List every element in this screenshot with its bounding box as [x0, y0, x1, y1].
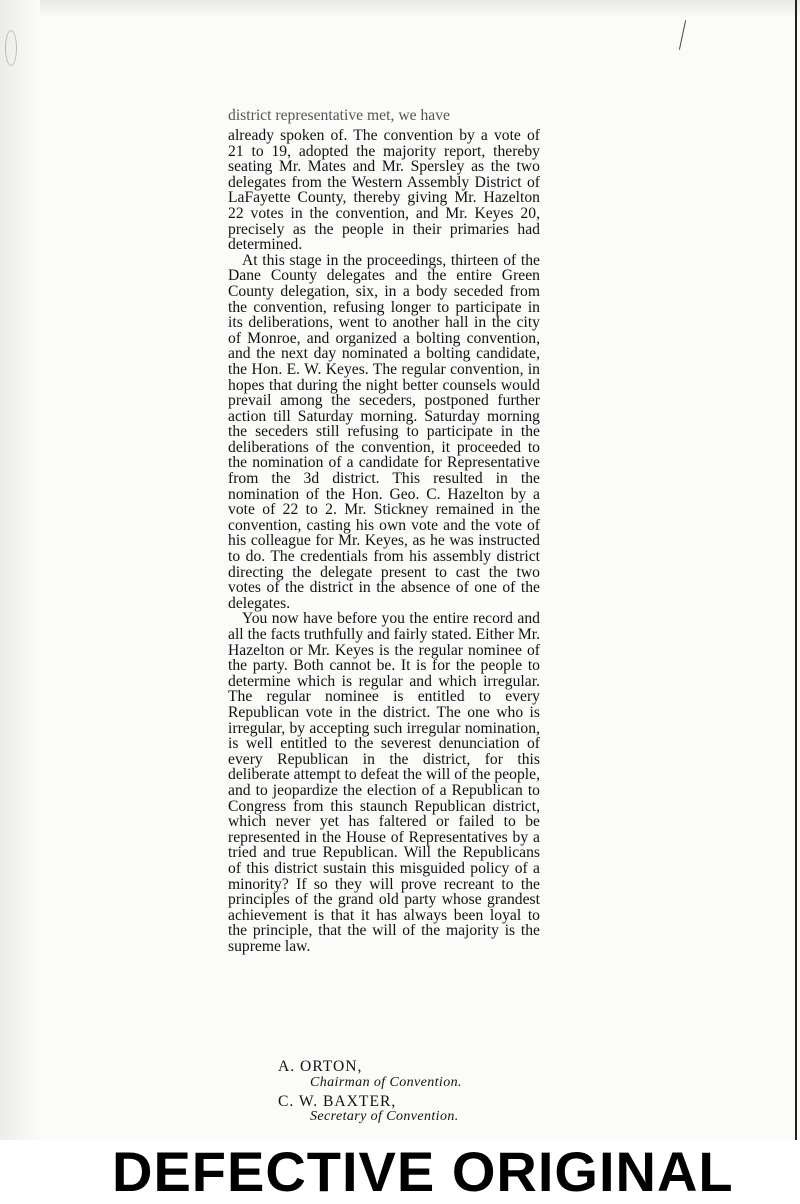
chairman-name: A. ORTON,	[278, 1058, 363, 1075]
chairman-title: Chairman of Convention.	[310, 1075, 462, 1090]
paragraph-2: At this stage in the proceedings, thirteen of the Dane County delegates and the entire Green County delegation, six, in a body seceded from the convention, refusing longer to participate in its deliberations, went to another hall in the city of Monroe, and organized a bolting convention, and the next day nominated a bolting candidate, the Hon. E. W. Keyes. The regular convention, in hopes that during the night better counsels would prevail among the seceders, postponed further action till Saturday morning. Saturday morning the seceders still refusing to participate in the deliberations of the convention, it proceeded to the nomination of a candidate for Representative from the 3d district. This resulted in the nomination of the Hon. Geo. C. Hazelton by a vote of 22 to 2. Mr. Stickney remained in the convention, casting his own vote and the vote of his colleague for Mr. Keyes, as he was instructed to do. The credentials from his assembly district directing the delegate present to cast the two votes of the district in the absence of one of the delegates.	[228, 251, 540, 612]
page-top-edge	[0, 0, 800, 18]
secretary-title: Secretary of Convention.	[310, 1109, 459, 1124]
column-rule-right	[795, 0, 797, 1140]
pen-mark	[679, 20, 686, 50]
paragraph-3: You now have before you the entire record and all the facts truthfully and fairly stated. Either Mr. Hazelton or Mr. Keyes is the regular nominee of the party. Both cannot be. It is for the people to determine which is regular and which irregular. The regular nominee is entitled to every Republican vote in the district. The one who is irregular, by accepting such irregular nomination, is well entitled to the severest denunciation of every Republican in the district, for this deliberate attempt to defeat the will of the people, and to jeopardize the election of a Republican to Congress from this staunch Republican district, which never yet has faltered or failed to be represented in the House of Representatives by a tried and true Republican. Will the Republicans of this district sustain this misguided policy of a minority? If so they will prove recreant to the principles of the grand old party whose grandest achievement is that it has always been loyal to the principle, that the will of the majority is the supreme law.	[228, 610, 540, 955]
secretary-name: C. W. BAXTER,	[278, 1093, 397, 1110]
page-left-shadow	[0, 0, 40, 1140]
page-stain-mark	[5, 30, 17, 66]
paragraph-1: already spoken of. The convention by a vote of 21 to 19, adopted the majority report, thereby seating Mr. Mates and Mr. Spersley as the two delegates from the Western Assembly District of LaFayette County, thereby giving Mr. Hazelton 22 votes in the convention, and Mr. Keyes 20, precisely as the people in their primaries had determined.	[228, 127, 540, 254]
article-column	[228, 108, 540, 954]
cut-off-line: district representative met, we have	[228, 108, 450, 124]
defective-original-banner: DEFECTIVE ORIGINAL	[112, 1140, 734, 1203]
